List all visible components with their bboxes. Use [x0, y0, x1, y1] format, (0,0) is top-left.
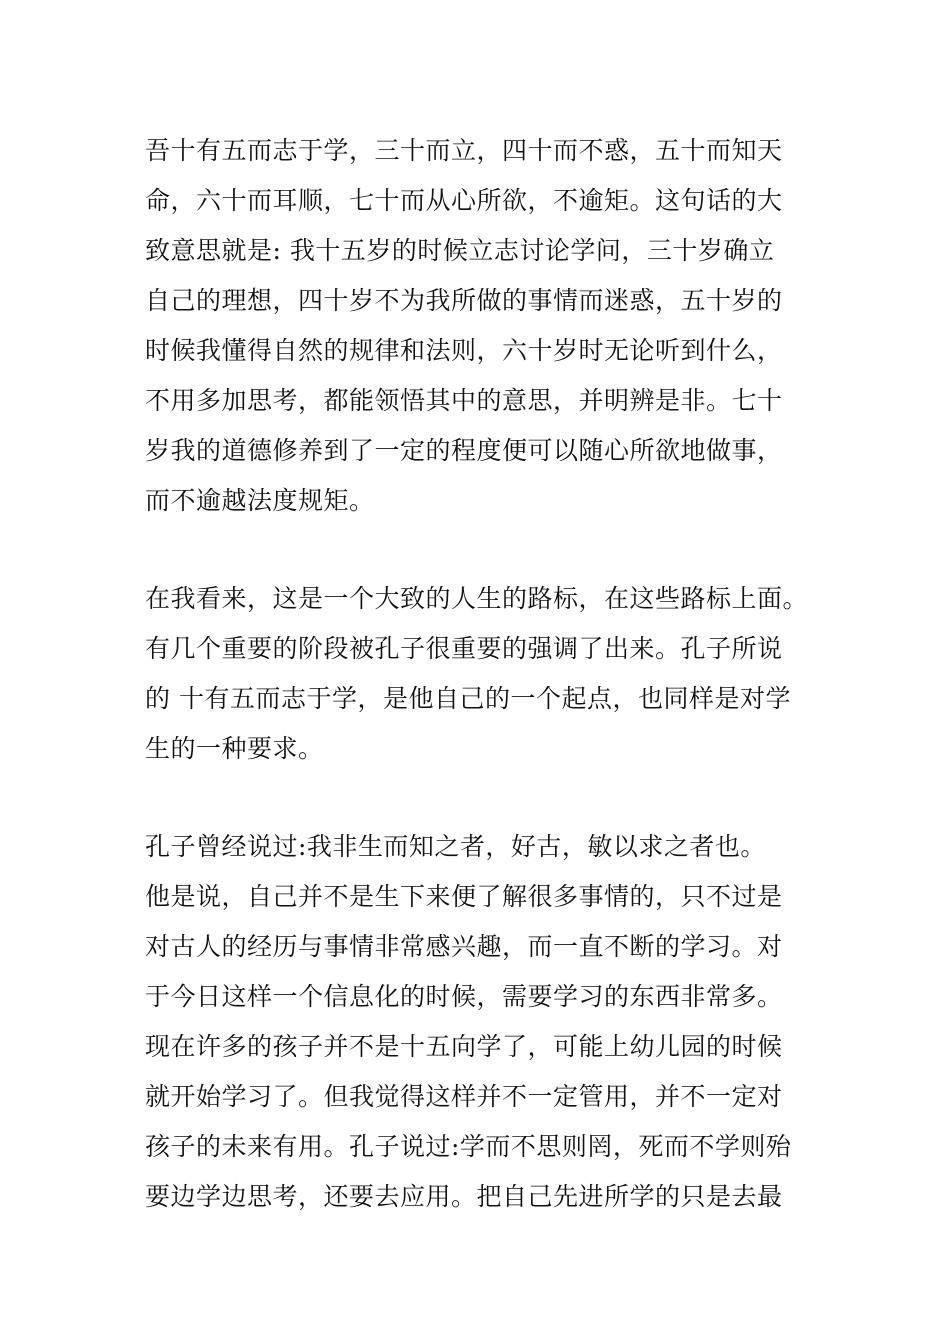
paragraph-3	[145, 822, 825, 1222]
text-line: 孔子曾经说过:我非生而知之者，好古，敏以求之者也。	[145, 832, 766, 861]
paragraph-1	[145, 126, 825, 526]
text-line: 孩子的未来有用。孔子说过:学而不思则罔，死而不学则殆	[145, 1132, 792, 1161]
text-line: 现在许多的孩子并不是十五向学了，可能上幼儿园的时候	[145, 1032, 783, 1061]
text-line: 岁我的道德修养到了一定的程度便可以随心所欲地做事，	[145, 436, 783, 465]
text-line: 就开始学习了。但我觉得这样并不一定管用，并不一定对	[145, 1082, 783, 1111]
paragraph-2	[145, 574, 825, 774]
text-line: 有几个重要的阶段被孔子很重要的强调了出来。孔子所说	[145, 634, 783, 663]
text-line: 自己的理想，四十岁不为我所做的事情而迷惑，五十岁的	[145, 286, 783, 315]
text-line: 致意思就是: 我十五岁的时候立志讨论学问，三十岁确立	[145, 236, 775, 265]
text-line: 在我看来，这是一个大致的人生的路标，在这些路标上面。	[145, 584, 809, 613]
text-line: 而不逾越法度规矩。	[145, 486, 375, 515]
text-line: 命，六十而耳顺，七十而从心所欲，不逾矩。这句话的大	[145, 186, 783, 215]
text-line: 他是说，自己并不是生下来便了解很多事情的，只不过是	[145, 882, 783, 911]
text-line: 不用多加思考，都能领悟其中的意思，并明辨是非。七十	[145, 386, 783, 415]
text-line: 的 十有五而志于学，是他自己的一个起点，也同样是对学	[145, 684, 791, 713]
text-line: 生的一种要求。	[145, 734, 324, 763]
text-line: 要边学边思考，还要去应用。把自己先进所学的只是去最	[145, 1182, 783, 1211]
text-line: 对古人的经历与事情非常感兴趣，而一直不断的学习。对	[145, 932, 783, 961]
text-line: 吾十有五而志于学，三十而立，四十而不惑，五十而知天	[145, 136, 783, 165]
text-line: 于今日这样一个信息化的时候，需要学习的东西非常多。	[145, 982, 783, 1011]
text-line: 时候我懂得自然的规律和法则，六十岁时无论听到什么，	[145, 336, 783, 365]
